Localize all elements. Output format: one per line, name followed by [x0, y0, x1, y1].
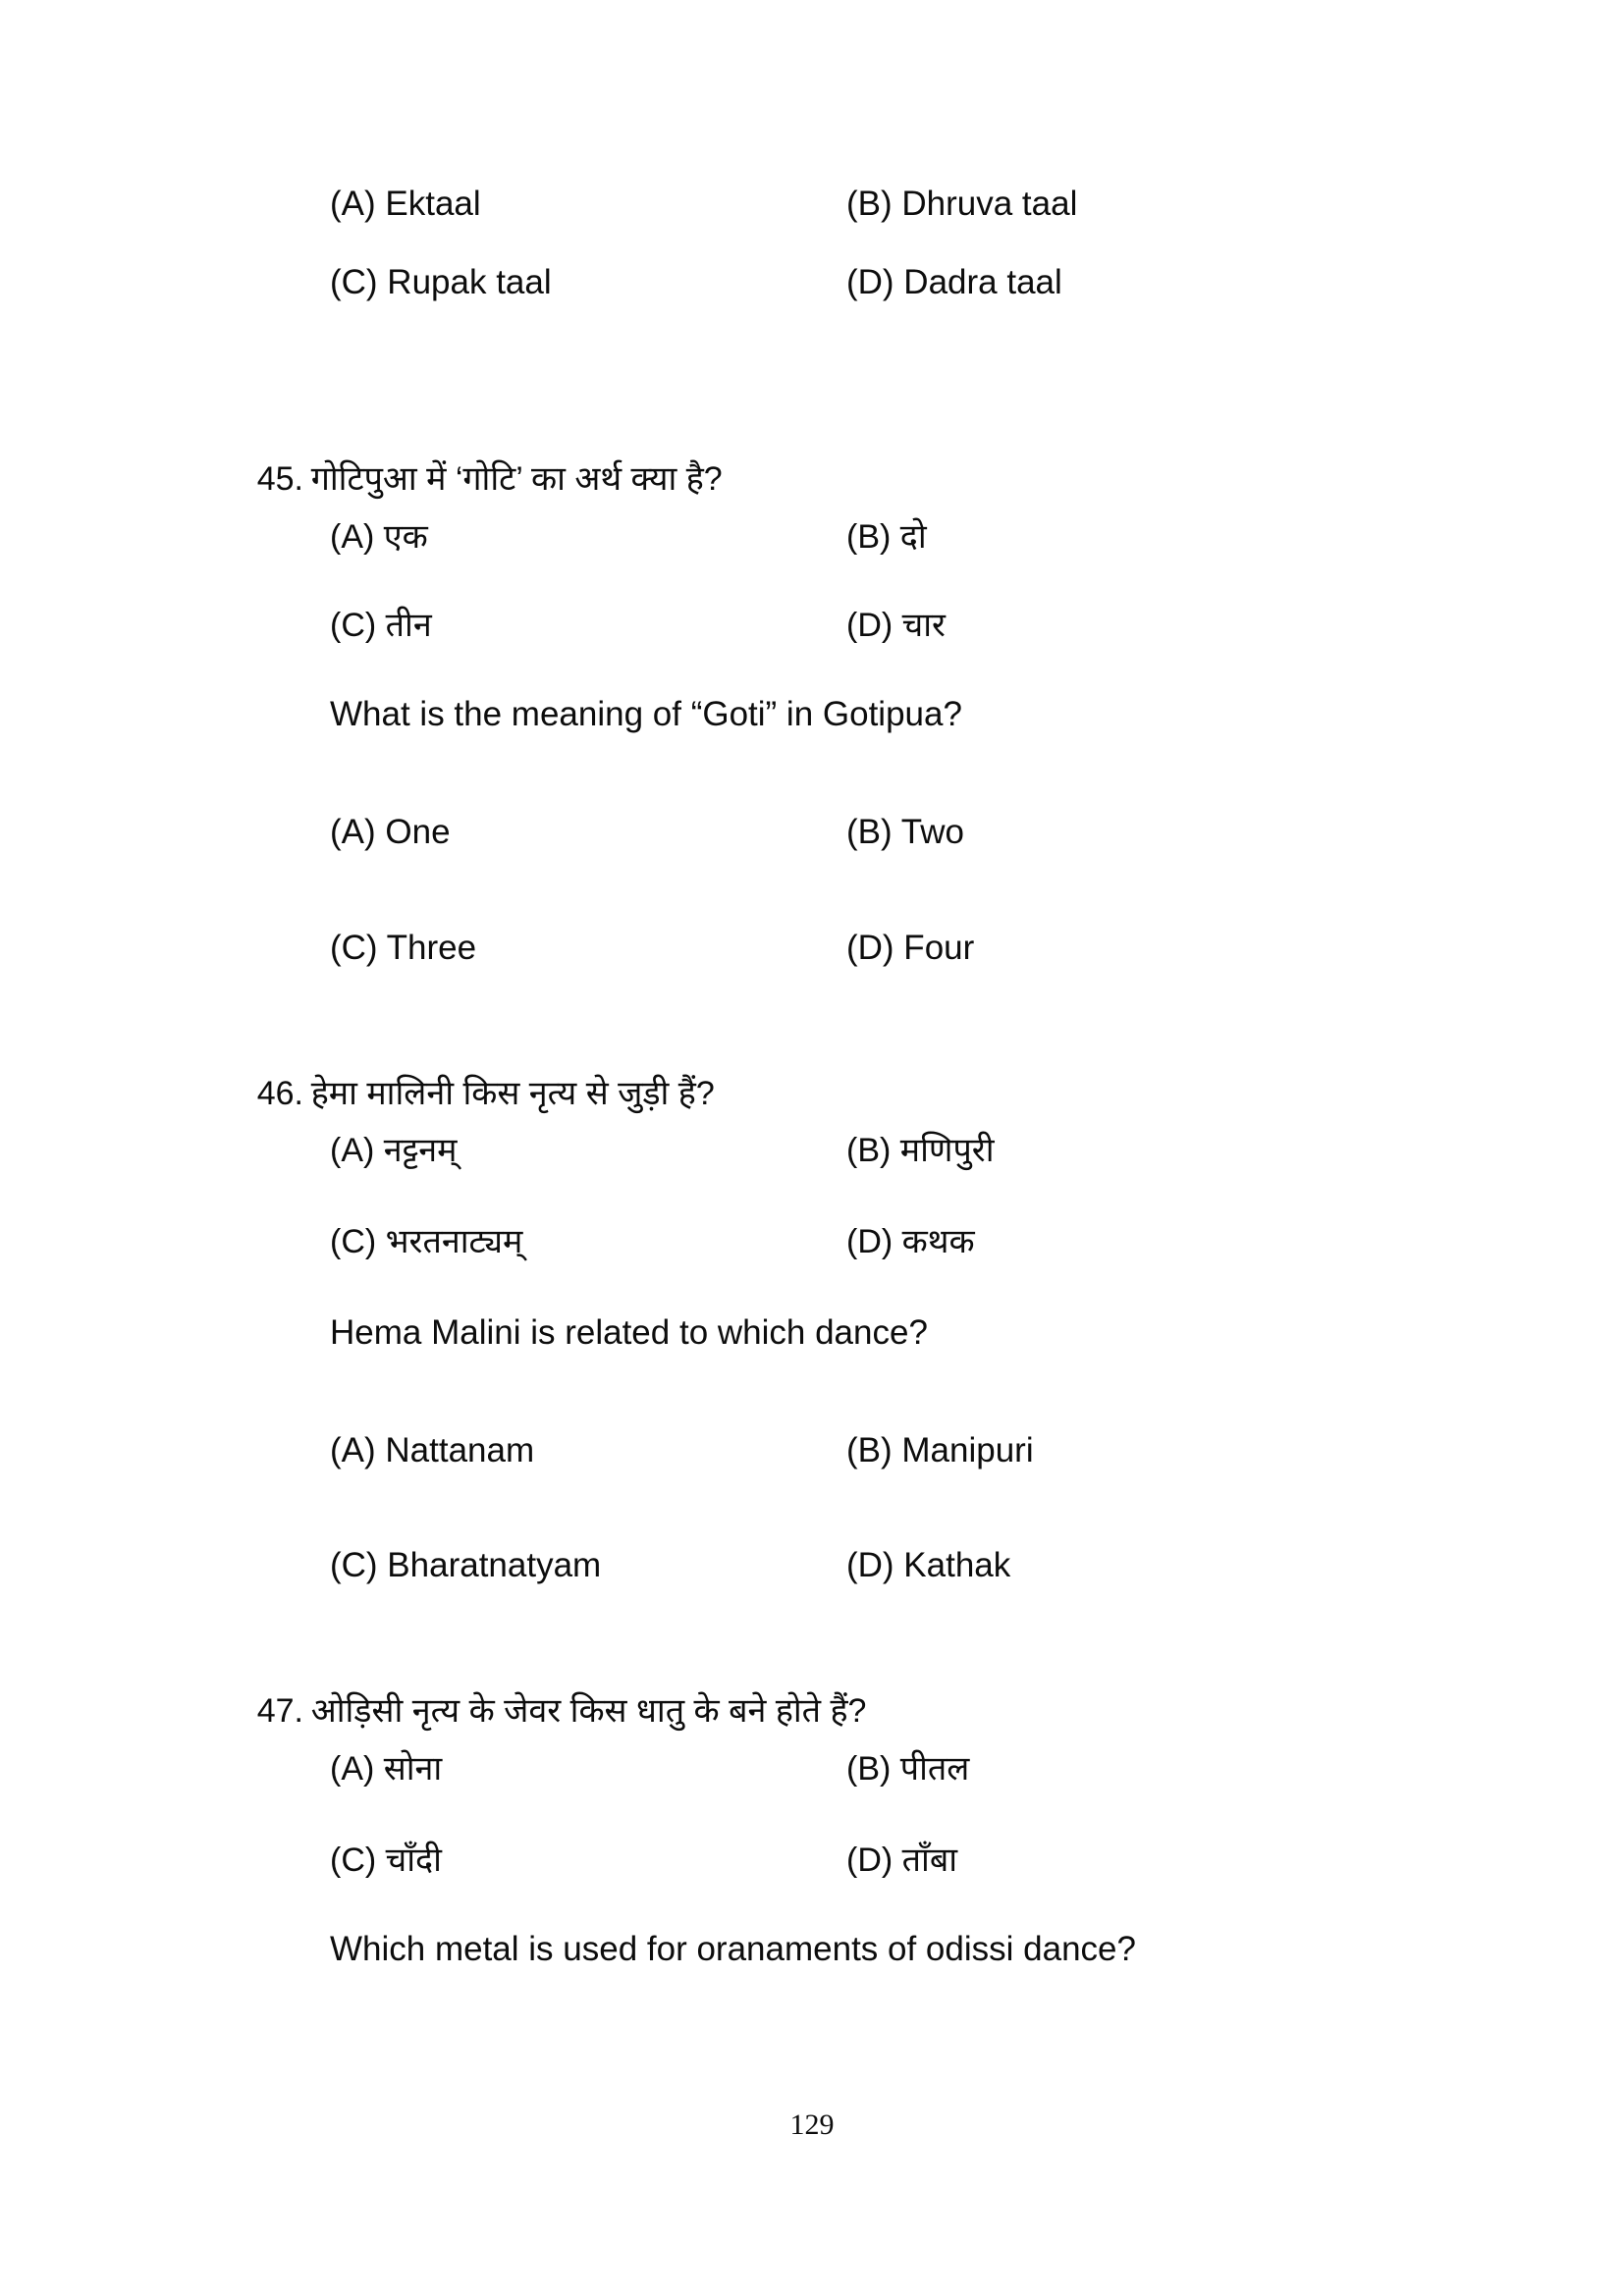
option-b: (B) Manipuri [846, 1431, 1034, 1469]
question-number: 45. [256, 460, 303, 498]
option-a: (A) Ektaal [330, 185, 481, 223]
option-row [0, 815, 1624, 849]
option-a: (A) One [330, 813, 451, 851]
option-a: (A) नट्टनम् [330, 1132, 458, 1169]
option-c: (C) Bharatnatyam [330, 1546, 602, 1584]
option-b: (B) मणिपुरी [846, 1132, 995, 1169]
page-number: 129 [789, 2109, 835, 2141]
option-b: (B) Dhruva taal [846, 185, 1078, 223]
question-text-hindi [0, 1661, 1624, 1761]
option-row [0, 1134, 1624, 1167]
option-row [0, 609, 1624, 642]
question-body: ओड़िसी नृत्य के जेवर किस धातु के बने होते हैं? [310, 1692, 867, 1730]
option-a: (A) एक [330, 518, 428, 556]
option-b: (B) दो [846, 518, 927, 556]
option-row [0, 1752, 1624, 1786]
option-row [0, 265, 1624, 299]
question-body: गोटिपुआ में ‘गोटि’ का अर्थ क्या है? [310, 460, 723, 498]
option-row [0, 520, 1624, 554]
option-c: (C) चाँदी [330, 1842, 442, 1879]
option-row [0, 1548, 1624, 1582]
question-text-hindi [0, 429, 1624, 529]
question-body: हेमा मालिनी किस नृत्य से जुड़ी हैं? [310, 1075, 715, 1112]
option-c: (C) Three [330, 929, 477, 967]
option-row [0, 187, 1624, 221]
option-c: (C) भरतनाट्यम् [330, 1223, 523, 1260]
option-row [0, 931, 1624, 965]
option-a: (A) Nattanam [330, 1431, 535, 1469]
option-b: (B) पीतल [846, 1750, 970, 1788]
option-d: (D) चार [846, 607, 946, 644]
option-d: (D) Four [846, 929, 975, 967]
option-d: (D) Kathak [846, 1546, 1011, 1584]
option-c: (C) तीन [330, 607, 432, 644]
option-d: (D) ताँबा [846, 1842, 958, 1879]
option-b: (B) Two [846, 813, 964, 851]
question-text-english: Which metal is used for oranaments of odissi dance? [330, 1930, 1136, 1968]
option-a: (A) सोना [330, 1750, 443, 1788]
question-number: 47. [256, 1692, 303, 1730]
option-d: (D) कथक [846, 1223, 975, 1260]
option-row [0, 1843, 1624, 1877]
option-row [0, 1433, 1624, 1468]
question-text-english: What is the meaning of “Goti” in Gotipua? [330, 695, 962, 733]
question-text-hindi [0, 1043, 1624, 1144]
option-d: (D) Dadra taal [846, 263, 1062, 301]
option-c: (C) Rupak taal [330, 263, 552, 301]
question-number: 46. [256, 1075, 303, 1112]
question-text-english: Hema Malini is related to which dance? [330, 1313, 928, 1352]
option-row [0, 1225, 1624, 1258]
